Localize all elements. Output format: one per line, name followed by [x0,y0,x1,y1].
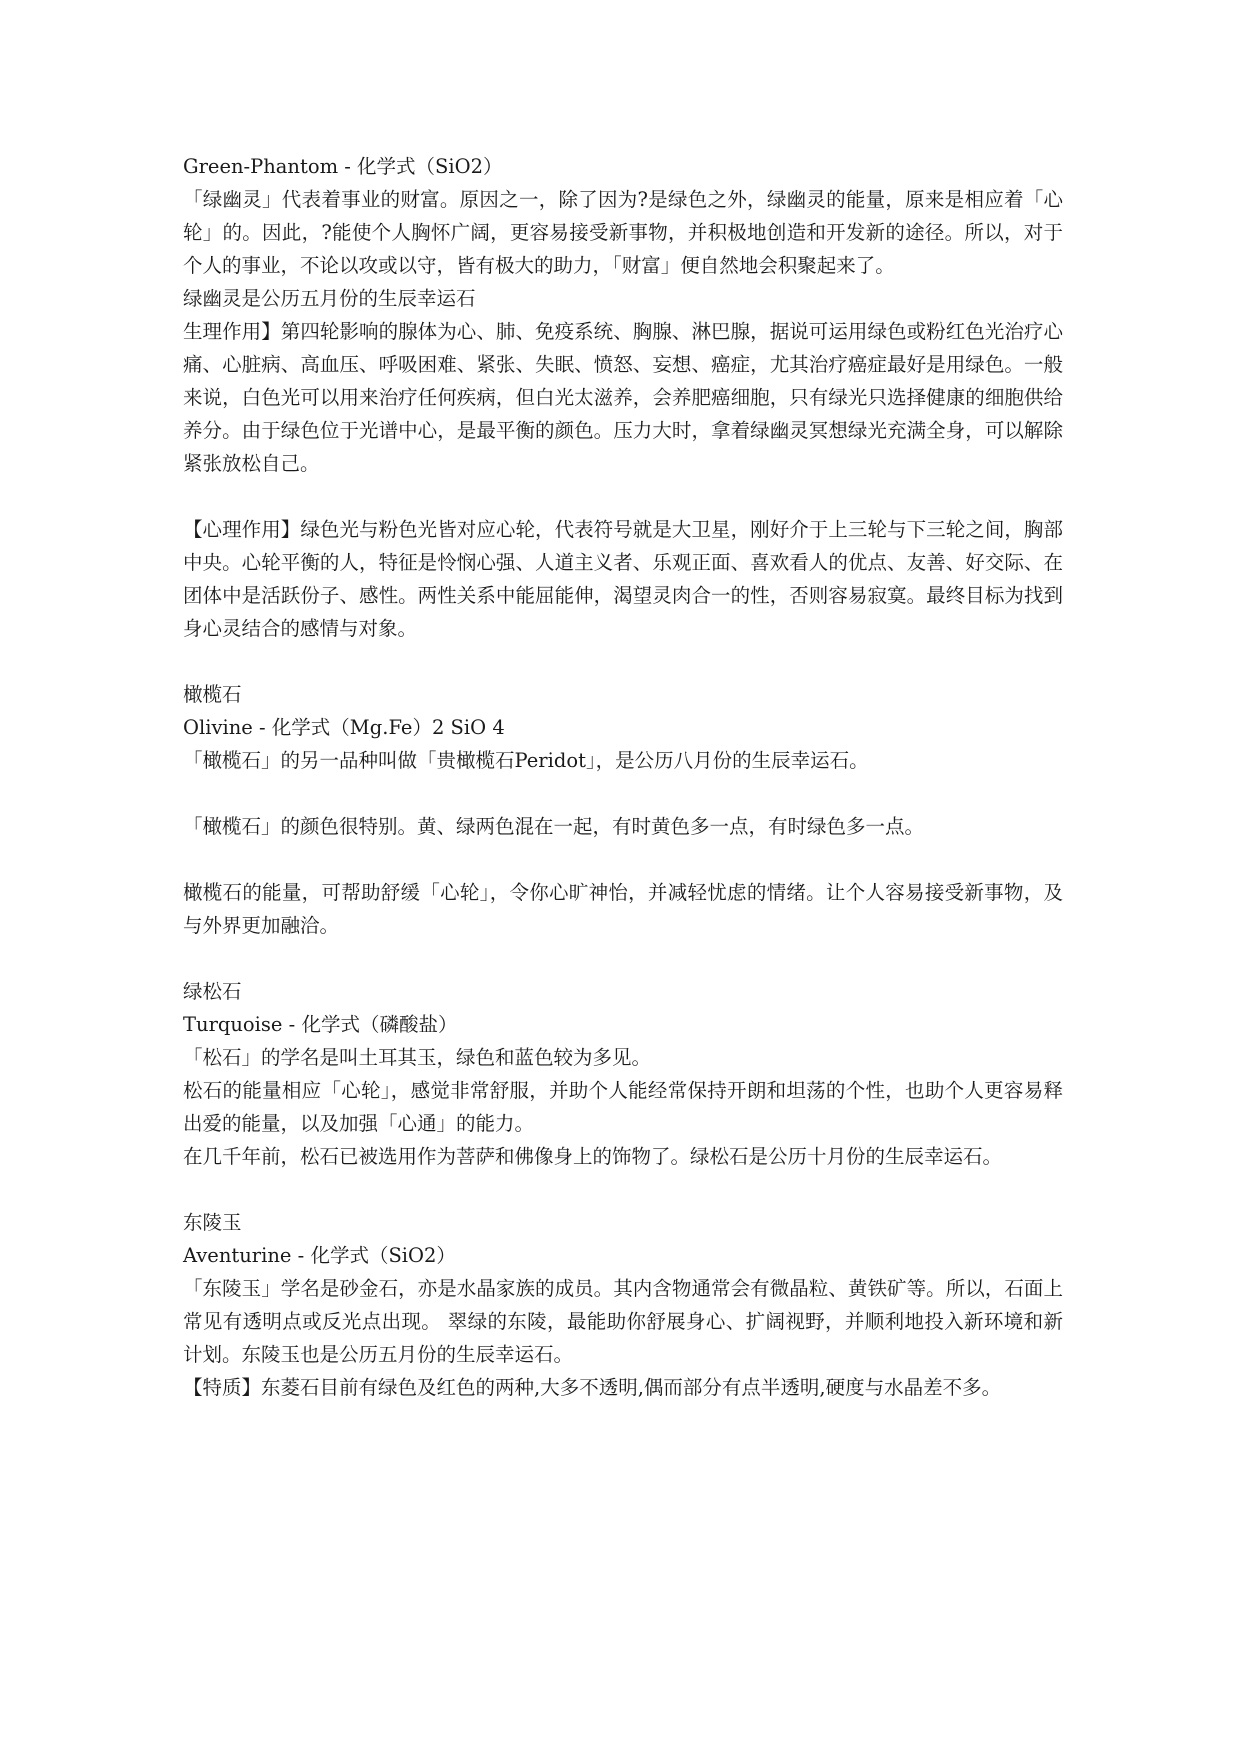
spacer [183,1173,1063,1206]
olivine-title: Olivine - 化学式（Mg.Fe）2 SiO 4 [183,716,505,739]
document-page [183,150,1063,1404]
green-phantom-psychology: 【心理作用】绿色光与粉色光皆对应心轮，代表符号就是大卫星，刚好介于上三轮与下三轮之间，胸部中央。心轮平衡的人，特征是怜悯心强、人道主义者、乐观正面、喜欢看人的优点、友善、好交际、在团体中是活跃份子、感性。两性关系中能屈能伸，渴望灵肉合一的性，否则容易寂寞。最终目标为找到身心灵结合的感情与对象。 [183,518,1063,640]
aventurine-paragraph-2: 【特质】东菱石目前有绿色及红色的两种,大多不透明,偶而部分有点半透明,硬度与水晶差不多。 [183,1376,1002,1399]
olivine-heading: 橄榄石 [183,683,242,706]
spacer [183,942,1063,975]
green-phantom-birthstone: 绿幽灵是公历五月份的生辰幸运石 [183,287,476,310]
turquoise-heading: 绿松石 [183,980,242,1003]
olivine-paragraph-2: 「橄榄石」的颜色很特别。黄、绿两色混在一起，有时黄色多一点，有时绿色多一点。 [183,815,925,838]
aventurine-paragraph-1: 「东陵玉」学名是砂金石，亦是水晶家族的成员。其内含物通常会有微晶粒、黄铁矿等。所以，石面上常见有透明点或反光点出现。 翠绿的东陵，最能助你舒展身心、扩阔视野，并顺利地投入新环境和新计划。东陵玉也是公历五月份的生辰幸运石。 [183,1277,1063,1366]
spacer [183,777,1063,810]
turquoise-paragraph-2: 松石的能量相应「心轮」，感觉非常舒服，并助个人能经常保持开朗和坦荡的个性，也助个人更容易释出爱的能量，以及加强「心通」的能力。 [183,1079,1063,1135]
spacer [183,843,1063,876]
green-phantom-physiology: 生理作用】第四轮影响的腺体为心、肺、免疫系统、胸腺、淋巴腺，据说可运用绿色或粉红色光治疗心痛、心脏病、高血压、呼吸困难、紧张、失眠、愤怒、妄想、癌症，尤其治疗癌症最好是用绿色。一般来说，白色光可以用来治疗任何疾病，但白光太滋养，会养肥癌细胞，只有绿光只选择健康的细胞供给养分。由于绿色位于光谱中心，是最平衡的颜色。压力大时，拿着绿幽灵冥想绿光充满全身，可以解除紧张放松自己。 [183,320,1063,475]
olivine-paragraph-3: 橄榄石的能量，可帮助舒缓「心轮」，令你心旷神怡，并减轻忧虑的情绪。让个人容易接受新事物，及与外界更加融洽。 [183,881,1063,937]
green-phantom-title: Green-Phantom - 化学式（SiO2） [183,155,503,178]
aventurine-heading: 东陵玉 [183,1211,242,1234]
turquoise-title: Turquoise - 化学式（磷酸盐） [183,1013,458,1036]
green-phantom-intro: 「绿幽灵」代表着事业的财富。原因之一，除了因为?是绿色之外，绿幽灵的能量，原来是相应着「心轮」的。因此，?能使个人胸怀广阔，更容易接受新事物，并积极地创造和开发新的途径。所以，对于个人的事业，不论以攻或以守，皆有极大的助力，「财富」便自然地会积聚起来了。 [183,188,1063,277]
turquoise-paragraph-3: 在几千年前，松石已被选用作为菩萨和佛像身上的饰物了。绿松石是公历十月份的生辰幸运石。 [183,1145,1003,1168]
olivine-paragraph-1: 「橄榄石」的另一品种叫做「贵橄榄石Peridot」，是公历八月份的生辰幸运石。 [183,749,869,772]
aventurine-title: Aventurine - 化学式（SiO2） [183,1244,456,1267]
spacer [183,645,1063,678]
spacer [183,480,1063,513]
turquoise-paragraph-1: 「松石」的学名是叫土耳其玉，绿色和蓝色较为多见。 [183,1046,652,1069]
